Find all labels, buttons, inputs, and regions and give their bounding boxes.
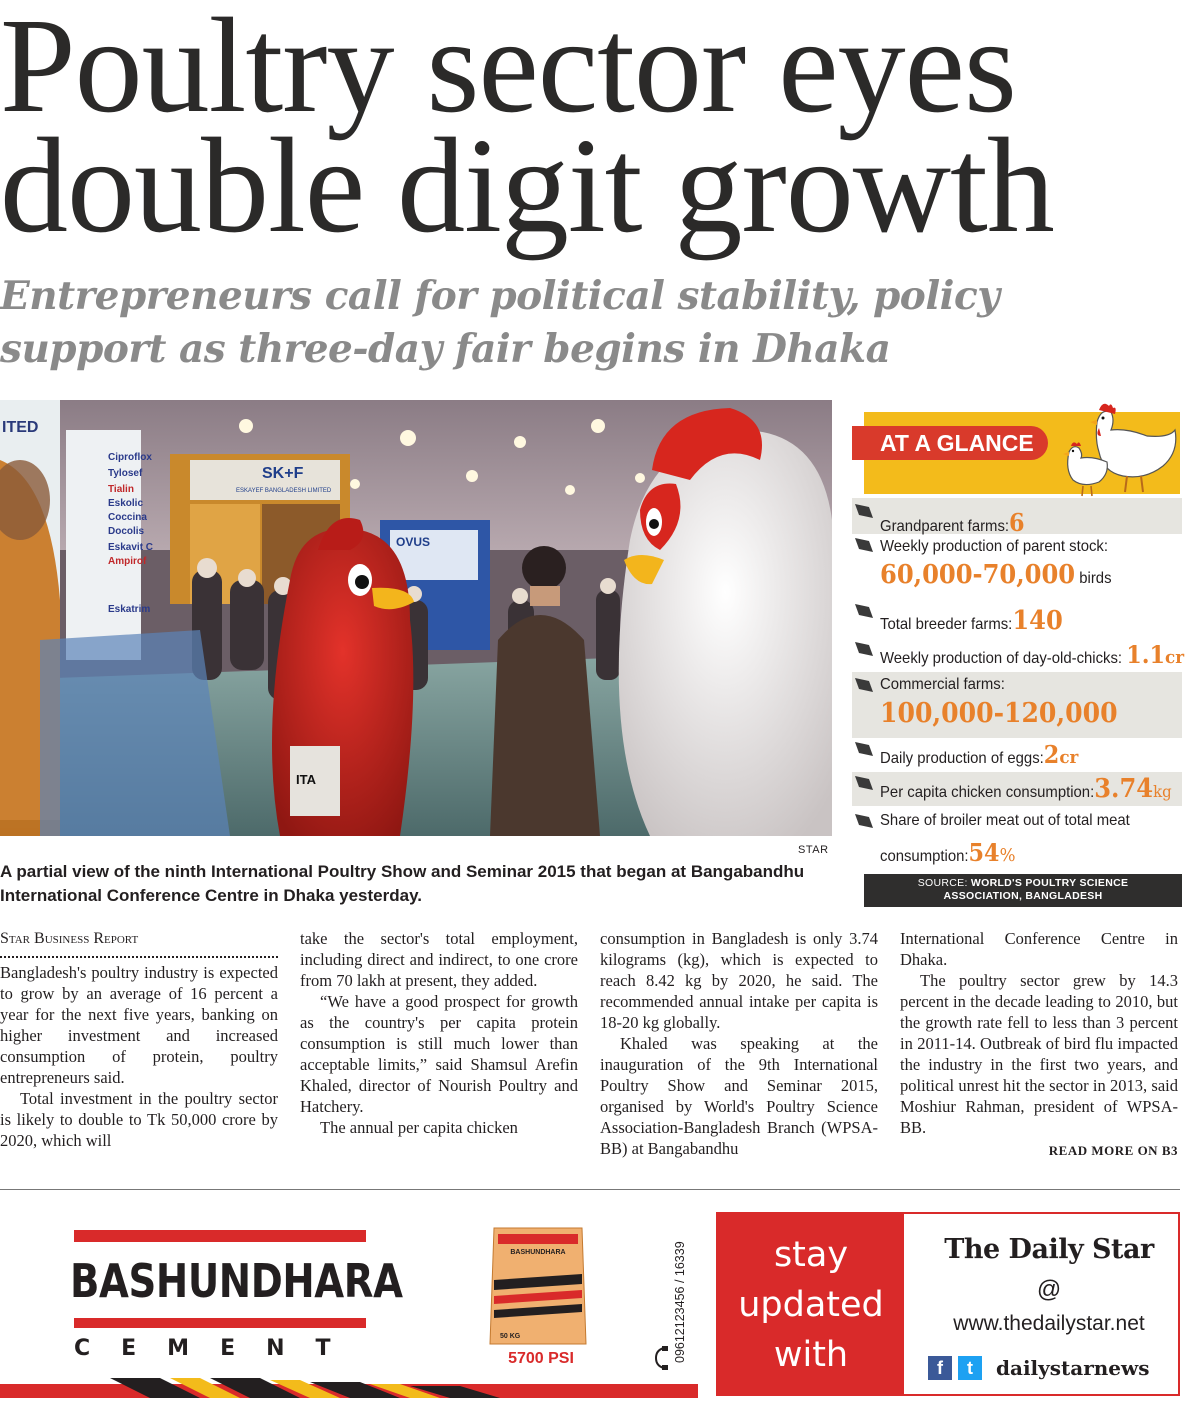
- glance-label: Daily production of eggs:2cr: [880, 740, 1079, 769]
- glance-label: Per capita chicken consumption:3.74kg: [880, 774, 1172, 804]
- paragraph: Total investment in the poultry sector is likely to double to Tk 50,000 crore by 2020, which will: [0, 1089, 278, 1150]
- glance-label: Weekly production of parent stock:: [880, 538, 1109, 555]
- section-divider: [0, 1189, 1180, 1190]
- glance-value: 140: [1012, 606, 1063, 636]
- glance-value: 54: [968, 838, 1000, 867]
- bullet-icon: [855, 678, 873, 692]
- phone-icon: [652, 1346, 670, 1370]
- photo-credit: STAR: [798, 844, 829, 856]
- bag-weight: 50 KG: [500, 1333, 521, 1340]
- glance-label: Share of broiler meat out of total meat: [880, 812, 1130, 829]
- ad-phone-number: 09612123456 / 16339: [673, 1241, 687, 1363]
- svg-text:SK+F: SK+F: [262, 465, 304, 482]
- glance-item-day-old-chicks: [852, 636, 1185, 672]
- paragraph: Khaled was speaking at the inauguration of the 9th International Poultry Show and Seminar 2015, organised by World's Poultry Science Association-Bangladesh Branch (WPSA-BB) at Bangabandhu: [600, 1034, 878, 1158]
- glance-unit: cr: [1165, 647, 1185, 668]
- svg-text:Ampirof: Ampirof: [108, 556, 147, 567]
- svg-text:Coccina: Coccina: [108, 512, 147, 523]
- glance-value-line: [880, 560, 1112, 590]
- ad-red-bar: [74, 1318, 366, 1328]
- at-a-glance-box: [852, 400, 1185, 910]
- bullet-icon: [855, 604, 873, 618]
- glance-item-eggs: [852, 738, 1182, 772]
- svg-text:Ciproflox: Ciproflox: [108, 452, 152, 463]
- glance-label: Weekly production of day-old-chicks: 1.1cr: [880, 640, 1185, 669]
- ad-brand-name: BASHUNDHARA: [70, 1254, 403, 1308]
- at-a-glance-title: AT A GLANCE: [852, 426, 1048, 460]
- article-photo: [0, 400, 832, 836]
- source-line2: ASSOCIATION, BANGLADESH: [943, 890, 1103, 902]
- glance-unit: birds: [1079, 570, 1112, 587]
- glance-label: Commercial farms:: [880, 676, 1005, 693]
- glance-item-breeder-farms: [852, 600, 1182, 636]
- bullet-icon: [855, 538, 873, 552]
- byline: Star Business Report: [0, 928, 278, 958]
- article-column-4: [900, 928, 1178, 1161]
- glance-value: 60,000-70,000: [880, 560, 1076, 590]
- ad-at-sign: @: [1036, 1276, 1062, 1303]
- article-column-3: [600, 928, 878, 1159]
- ad-stripes: [0, 1376, 698, 1398]
- ad-stay-updated-text: [718, 1230, 904, 1380]
- source-prefix: SOURCE:: [917, 877, 968, 889]
- ad-red-panel: [718, 1214, 904, 1394]
- svg-text:ITED: ITED: [2, 419, 39, 436]
- glance-item-grandparent-farms: [852, 498, 1182, 537]
- paragraph: consumption in Bangladesh is only 3.74 kilograms (kg), which is expected to reach 8.42 kg by 2020, he said. The recommended annual intake per capita is 18-20 kg globally.: [600, 929, 878, 1032]
- bullet-icon: [855, 776, 873, 790]
- ad-website-url[interactable]: www.thedailystar.net: [953, 1312, 1145, 1335]
- ad-red-bar: [74, 1230, 366, 1242]
- article-column-1: [0, 928, 278, 1151]
- read-more-link[interactable]: READ MORE ON B3: [1048, 1143, 1178, 1158]
- glance-source: [864, 874, 1182, 907]
- paragraph: take the sector's total employment, including direct and indirect, to one crore from 70 lakh at present, they added.: [300, 929, 578, 990]
- paragraph: Bangladesh's poultry industry is expected to grow by an average of 16 percent a year for the next five years, banking on higher investment and increased consumption of protein, poultry entrepreneurs said.: [0, 963, 278, 1087]
- glance-label: Total breeder farms:140: [880, 606, 1063, 636]
- headline: Poultry sector eyes double digit growth: [0, 0, 1054, 261]
- svg-text:Tylosef: Tylosef: [108, 468, 143, 479]
- glance-value: 100,000-120,000: [880, 698, 1118, 729]
- glance-item-per-capita: [852, 772, 1182, 806]
- ad-social: [928, 1354, 1178, 1382]
- ad-line-with: with: [773, 1335, 849, 1375]
- twitter-icon[interactable]: t: [958, 1356, 982, 1380]
- bullet-icon: [855, 504, 873, 518]
- hens-illustration: [1057, 400, 1182, 498]
- svg-text:Eskavit C: Eskavit C: [108, 542, 154, 553]
- svg-text:Tialin: Tialin: [108, 484, 134, 495]
- svg-text:Docolis: Docolis: [108, 526, 145, 537]
- bullet-icon: [855, 814, 873, 828]
- ad-line-stay: stay: [773, 1235, 849, 1275]
- bullet-icon: [855, 642, 873, 656]
- glance-label: Grandparent farms:6: [880, 508, 1025, 537]
- bag-brand: BASHUNDHARA: [510, 1249, 566, 1256]
- ad-bashundhara-cement[interactable]: [0, 1212, 698, 1398]
- facebook-icon[interactable]: f: [928, 1356, 952, 1380]
- glance-unit: kg: [1153, 782, 1172, 801]
- cement-bag-icon: [488, 1224, 588, 1348]
- daily-star-logo: The Daily Star: [944, 1234, 1154, 1265]
- glance-item-parent-stock: [852, 536, 1182, 600]
- ad-brand-sub: CEMENT: [74, 1336, 362, 1361]
- glance-value: 6: [1009, 508, 1025, 537]
- svg-text:Eskatrim: Eskatrim: [108, 604, 151, 615]
- paragraph: “We have a good prospect for growth as the country's per capita protein consumption is still much lower than acceptable limits,” said Shamsul Arefin Khaled, director of Nourish Poultry and Hatchery.: [300, 992, 578, 1116]
- glance-value: 1.1: [1126, 640, 1166, 669]
- ad-line-updated: updated: [738, 1285, 884, 1325]
- glance-value: 3.74: [1094, 774, 1154, 804]
- article-column-2: [300, 928, 578, 1138]
- paragraph: The poultry sector grew by 14.3 percent in the decade leading to 2010, but the growth rate fell to less than 3 percent in 2011-14. Outbreak of bird flu impacted the industry in the first two years, and political unrest hit the sector in 2013, said Moshiur Rahman, president of WPSA-BB.: [900, 971, 1178, 1137]
- photo-caption: A partial view of the ninth International Poultry Show and Seminar 2015 that began at Bangabandhu International Conference Centre in Dhaka yesterday.: [0, 862, 805, 905]
- svg-text:ITA: ITA: [296, 772, 316, 787]
- glance-value-line: [880, 698, 1118, 729]
- ad-strength: 5700 PSI: [508, 1350, 574, 1367]
- glance-label-line2: consumption:54%: [880, 838, 1016, 867]
- paragraph: International Conference Centre in Dhaka.: [900, 929, 1178, 969]
- ad-daily-star[interactable]: [716, 1212, 1180, 1396]
- svg-text:OVUS: OVUS: [396, 535, 431, 549]
- bullet-icon: [855, 742, 873, 756]
- svg-text:ESKAYEF BANGLADESH LIMITED: ESKAYEF BANGLADESH LIMITED: [236, 488, 332, 494]
- ad-phone: [668, 1226, 688, 1366]
- paragraph: The annual per capita chicken: [320, 1118, 518, 1137]
- glance-unit: %: [999, 845, 1016, 866]
- subheadline: Entrepreneurs call for political stability, policy support as three-day fair begins in Dhaka: [0, 273, 1000, 372]
- svg-text:Eskolic: Eskolic: [108, 498, 144, 509]
- source-line1: WORLD'S POULTRY SCIENCE: [970, 877, 1129, 889]
- glance-value: 2: [1043, 740, 1060, 769]
- glance-item-broiler-share: [852, 808, 1182, 870]
- glance-unit: cr: [1059, 747, 1079, 768]
- glance-item-commercial-farms: [852, 672, 1182, 738]
- social-handle[interactable]: dailystarnews: [996, 1356, 1150, 1380]
